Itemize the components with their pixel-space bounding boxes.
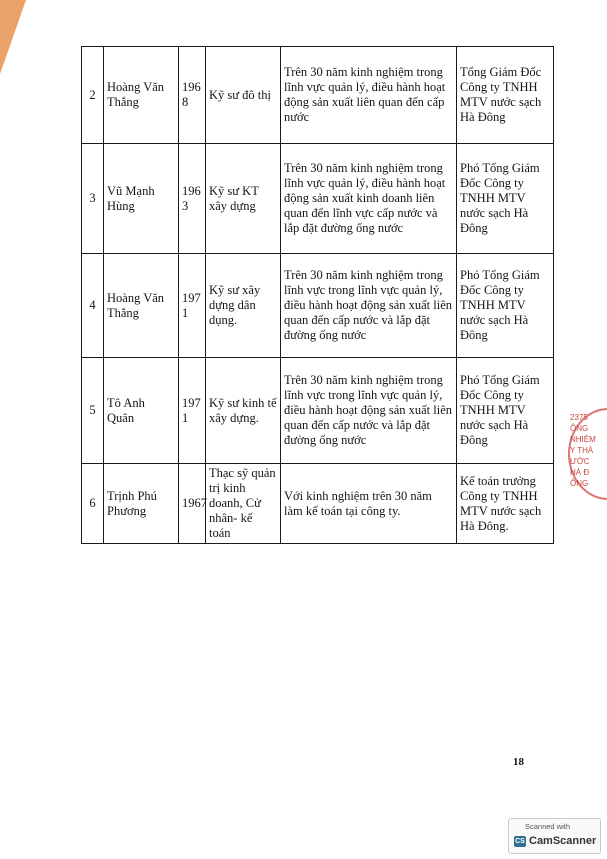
scan-corner-mark (0, 0, 26, 74)
page-number: 18 (513, 756, 524, 768)
position: Kế toán trưởng Công ty TNHH MTV nước sạch Hà Đông. (457, 464, 554, 544)
row-number: 3 (82, 144, 104, 254)
person-name: Hoàng Văn Thắng (104, 254, 179, 358)
person-name: Vũ Mạnh Hùng (104, 144, 179, 254)
degree: Kỹ sư xây dựng dân dụng. (206, 254, 281, 358)
row-number: 2 (82, 47, 104, 144)
table-row (82, 358, 554, 464)
experience: Trên 30 năm kinh nghiệm trong lĩnh vực quản lý, điều hành hoạt động sản xuất kinh doanh liên quan đến lĩnh vực cấp nước và lắp đặt đường ống nước (281, 144, 457, 254)
camscanner-badge (508, 818, 601, 854)
table-row (82, 464, 554, 544)
position: Phó Tổng Giám Đốc Công ty TNHH MTV nước sạch Hà Đông (457, 358, 554, 464)
birth-year: 1971 (179, 254, 206, 358)
degree: Kỹ sư kinh tế xây dựng. (206, 358, 281, 464)
stamp-text: 2375 ÔNG NHIỆM Y THÀ ƯỚC HÀ Đ ÔNG (570, 413, 596, 488)
birth-year: 1967 (179, 464, 206, 544)
birth-year: 1971 (179, 358, 206, 464)
camscanner-logo-icon: CS (515, 838, 525, 845)
staff-table (81, 46, 554, 544)
degree: Kỹ sư KT xây dựng (206, 144, 281, 254)
badge-caption: Scanned with (525, 822, 571, 831)
birth-year: 1963 (179, 144, 206, 254)
position: Tổng Giám Đốc Công ty TNHH MTV nước sạch Hà Đông (457, 47, 554, 144)
table-row (82, 47, 554, 144)
badge-name: CamScanner (529, 835, 597, 847)
degree: Thạc sỹ quản trị kinh doanh, Cử nhân- kế toán (206, 464, 281, 544)
experience: Với kinh nghiệm trên 30 năm làm kế toán tại công ty. (281, 464, 457, 544)
person-name: Trịnh Phú Phương (104, 464, 179, 544)
row-number: 6 (82, 464, 104, 544)
position: Phó Tổng Giám Đốc Công ty TNHH MTV nước sạch Hà Đông (457, 254, 554, 358)
degree: Kỹ sư đô thị (206, 47, 281, 144)
person-name: Hoàng Văn Thắng (104, 47, 179, 144)
row-number: 5 (82, 358, 104, 464)
experience: Trên 30 năm kinh nghiệm trong lĩnh vực quản lý, điều hành hoạt động sản xuất liên quan đến cấp nước (281, 47, 457, 144)
table-row (82, 144, 554, 254)
person-name: Tô Anh Quân (104, 358, 179, 464)
table-row (82, 254, 554, 358)
experience: Trên 30 năm kinh nghiệm trong lĩnh vực trong lĩnh vực quản lý, điều hành hoạt động sản xuất liên quan đến cấp nước và lắp đặt đường ống nước (281, 254, 457, 358)
position: Phó Tổng Giám Đốc Công ty TNHH MTV nước sạch Hà Đông (457, 144, 554, 254)
row-number: 4 (82, 254, 104, 358)
birth-year: 1968 (179, 47, 206, 144)
experience: Trên 30 năm kinh nghiệm trong lĩnh vực trong lĩnh vực quản lý, điều hành hoạt động sản xuất liên quan đến cấp nước và lắp đặt đường ống nước (281, 358, 457, 464)
